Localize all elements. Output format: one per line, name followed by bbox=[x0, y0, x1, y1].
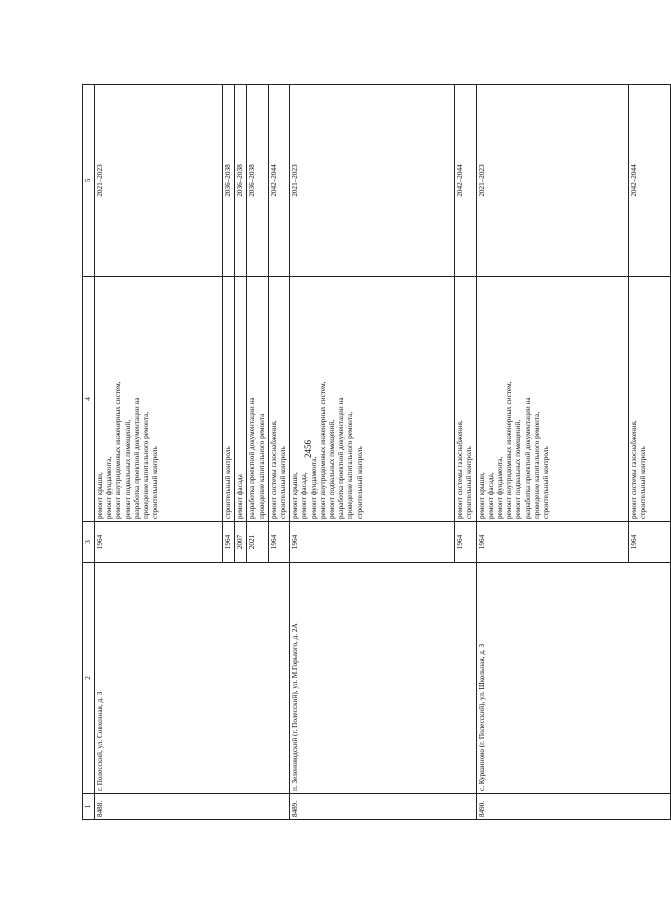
work-item: ремонт крыши, bbox=[477, 472, 486, 519]
build-year: 2021 bbox=[247, 522, 268, 563]
work-item: ремонт фасада bbox=[236, 474, 245, 519]
work-item: ремонт фундамента, bbox=[105, 456, 114, 519]
build-year: 1964 bbox=[268, 522, 289, 563]
rotated-table-wrapper bbox=[82, 85, 647, 820]
works-cell bbox=[455, 277, 476, 522]
work-item: строительный контроль bbox=[638, 446, 647, 519]
work-item: ремонт подвальных помещений, bbox=[123, 419, 132, 519]
header-cell-4: 4 bbox=[83, 277, 95, 522]
record-number: 8490. bbox=[476, 794, 670, 820]
period: 2036–2038 bbox=[247, 85, 268, 277]
work-item: строительный контроль bbox=[465, 446, 474, 519]
work-item: разработка проектной документации на bbox=[523, 397, 532, 519]
work-item: строительный контроль bbox=[542, 446, 551, 519]
table-row bbox=[476, 85, 628, 820]
works-cell bbox=[476, 277, 628, 522]
header-cell-1: 1 bbox=[83, 794, 95, 820]
page-number: 2456 bbox=[303, 440, 313, 458]
work-item: ремонт системы газоснабжения, bbox=[456, 420, 465, 519]
work-item: ремонт фундамента, bbox=[309, 456, 318, 519]
work-item: разработка проектной документации на bbox=[248, 397, 257, 519]
build-year: 1964 bbox=[455, 522, 476, 563]
work-item: ремонт внутридомовых инженерных систем, bbox=[318, 381, 327, 519]
work-item: проведение капитального ремонта, bbox=[346, 411, 355, 519]
work-item: строительный контроль bbox=[279, 446, 288, 519]
table-body bbox=[83, 85, 671, 820]
work-item: разработка проектной документации на bbox=[132, 397, 141, 519]
works-cell bbox=[268, 277, 289, 522]
period: 2021–2023 bbox=[476, 85, 628, 277]
build-year: 1964 bbox=[628, 522, 670, 563]
works-cell bbox=[235, 277, 247, 522]
works-cell bbox=[247, 277, 268, 522]
period: 2021–2023 bbox=[95, 85, 223, 277]
work-item: строительный контроль bbox=[355, 446, 364, 519]
work-item: ремонт внутридомовых инженерных систем, bbox=[114, 381, 123, 519]
works-cell bbox=[95, 277, 223, 522]
work-item: ремонт крыши, bbox=[291, 472, 300, 519]
capital-repair-table bbox=[82, 84, 671, 820]
build-year: 2007 bbox=[235, 522, 247, 563]
period: 2036–2038 bbox=[223, 85, 235, 277]
period: 2036–2038 bbox=[235, 85, 247, 277]
work-item: ремонт фасада, bbox=[486, 472, 495, 519]
works-cell bbox=[223, 277, 235, 522]
header-cell-3: 3 bbox=[83, 522, 95, 563]
work-item: разработка проектной документации на bbox=[337, 397, 346, 519]
header-cell-5: 5 bbox=[83, 85, 95, 277]
work-item: проведение капитального ремонта bbox=[257, 413, 266, 519]
header-cell-2: 2 bbox=[83, 563, 95, 794]
table-row bbox=[290, 85, 455, 820]
work-item: строительный контроль bbox=[151, 446, 160, 519]
record-number: 8488. bbox=[95, 794, 290, 820]
work-item: ремонт крыши, bbox=[96, 472, 104, 519]
record-address: п. Зеленоводский (г. Полесский), ул. М.Горького, д. 2А bbox=[290, 563, 476, 794]
period: 2021–2023 bbox=[290, 85, 455, 277]
work-item: ремонт подвальных помещений, bbox=[514, 419, 523, 519]
record-address: с. Куршиново (г. Полесский), ул. Школьная, д. 3 bbox=[476, 563, 670, 794]
work-item: ремонт подвальных помещений, bbox=[328, 419, 337, 519]
build-year: 1964 bbox=[95, 522, 223, 563]
work-item: ремонт фундамента, bbox=[496, 456, 505, 519]
work-item: проведение капитального ремонта, bbox=[532, 411, 541, 519]
work-item: проведение капитального ремонта, bbox=[142, 411, 151, 519]
record-number: 8489. bbox=[290, 794, 476, 820]
build-year: 1964 bbox=[476, 522, 628, 563]
build-year: 1964 bbox=[223, 522, 235, 563]
period: 2042–2044 bbox=[455, 85, 476, 277]
work-item: строительный контроль bbox=[224, 446, 232, 519]
table-row bbox=[95, 85, 223, 820]
period: 2042–2044 bbox=[268, 85, 289, 277]
record-address: г. Полесский, ул. Совхозная, д. 3 bbox=[95, 563, 290, 794]
work-item: ремонт системы газоснабжения, bbox=[269, 420, 278, 519]
works-cell bbox=[628, 277, 670, 522]
header-row bbox=[83, 85, 95, 820]
work-item: ремонт внутридомовых инженерных систем, bbox=[505, 381, 514, 519]
work-item: ремонт фасада, bbox=[300, 472, 309, 519]
period: 2042–2044 bbox=[628, 85, 670, 277]
works-cell bbox=[290, 277, 455, 522]
build-year: 1964 bbox=[290, 522, 455, 563]
work-item: ремонт системы газоснабжения, bbox=[629, 420, 638, 519]
